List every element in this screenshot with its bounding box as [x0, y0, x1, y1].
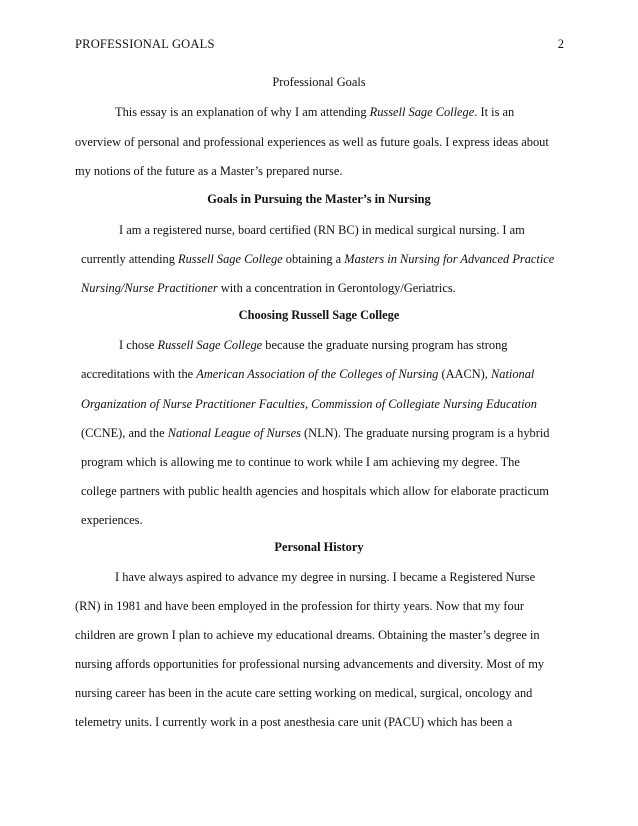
- page-number: 2: [557, 37, 564, 51]
- section-heading-choosing: Choosing Russell Sage College: [238, 308, 400, 322]
- italic-run: National: [491, 367, 535, 381]
- italic-run: National League of Nurses: [167, 426, 301, 440]
- text-run: (NLN). The graduate nursing program is a hybrid: [300, 426, 550, 440]
- section2-line-7: experiences.: [81, 513, 143, 527]
- text-run: This essay is an explanation of why I am attending: [115, 105, 370, 119]
- section3-line-4: nursing affords opportunities for professional nursing advancements and diversity. Most of my: [75, 657, 545, 671]
- section-heading-history: Personal History: [274, 540, 364, 554]
- section3-line-3: children are grown I plan to achieve my educational dreams. Obtaining the master’s degree in: [75, 628, 540, 642]
- italic-run: American Association of the Colleges of Nursing: [196, 367, 439, 381]
- italic-run: Russell Sage College: [369, 105, 475, 119]
- section-heading-goals: Goals in Pursuing the Master’s in Nursing: [207, 192, 431, 206]
- intro-line-3: my notions of the future as a Master’s prepared nurse.: [75, 164, 343, 178]
- section1-line-2: [81, 252, 554, 267]
- intro-line-2: overview of personal and professional experiences as well as future goals. I express ideas about: [75, 135, 549, 149]
- section2-line-3: [81, 397, 537, 412]
- italic-run: Russell Sage College: [178, 252, 283, 266]
- section2-line-2: [81, 367, 534, 382]
- running-head: PROFESSIONAL GOALS: [75, 37, 215, 51]
- text-run: I chose: [119, 338, 158, 352]
- text-run: accreditations with the: [81, 367, 197, 381]
- italic-run: Nursing/Nurse Practitioner: [81, 281, 218, 295]
- section3-line-2: (RN) in 1981 and have been employed in the profession for thirty years. Now that my four: [75, 599, 525, 613]
- section1-line-3: [81, 281, 456, 296]
- section3-line-6: telemetry units. I currently work in a post anesthesia care unit (PACU) which has been a: [75, 715, 513, 729]
- italic-run: Russell Sage College: [157, 338, 263, 352]
- section1-line-1: I am a registered nurse, board certified (RN BC) in medical surgical nursing. I am: [119, 223, 525, 237]
- section2-line-6: college partners with public health agencies and hospitals which allow for elaborate practicum: [81, 484, 549, 498]
- text-run: with a concentration in Gerontology/Geriatrics.: [217, 281, 456, 295]
- text-run: (AACN),: [438, 367, 491, 381]
- section2-line-1: [119, 338, 508, 353]
- text-run: because the graduate nursing program has strong: [262, 338, 508, 352]
- italic-run: Masters in Nursing for Advanced Practice: [344, 252, 555, 266]
- italic-run: Organization of Nurse Practitioner Faculties, Commission of Collegiate Nursing Education: [81, 397, 537, 411]
- text-run: . It is an: [474, 105, 515, 119]
- text-run: (CCNE), and the: [81, 426, 168, 440]
- section2-line-5: program which is allowing me to continue to work while I am achieving my degree. The: [81, 455, 520, 469]
- text-run: obtaining a: [282, 252, 345, 266]
- document-title: Professional Goals: [272, 75, 366, 89]
- text-run: currently attending: [81, 252, 179, 266]
- section3-line-5: nursing career has been in the acute care setting working on medical, surgical, oncology and: [75, 686, 533, 700]
- section3-line-1: I have always aspired to advance my degree in nursing. I became a Registered Nurse: [115, 570, 536, 584]
- section2-line-4: [81, 426, 550, 441]
- intro-line-1: [115, 105, 514, 120]
